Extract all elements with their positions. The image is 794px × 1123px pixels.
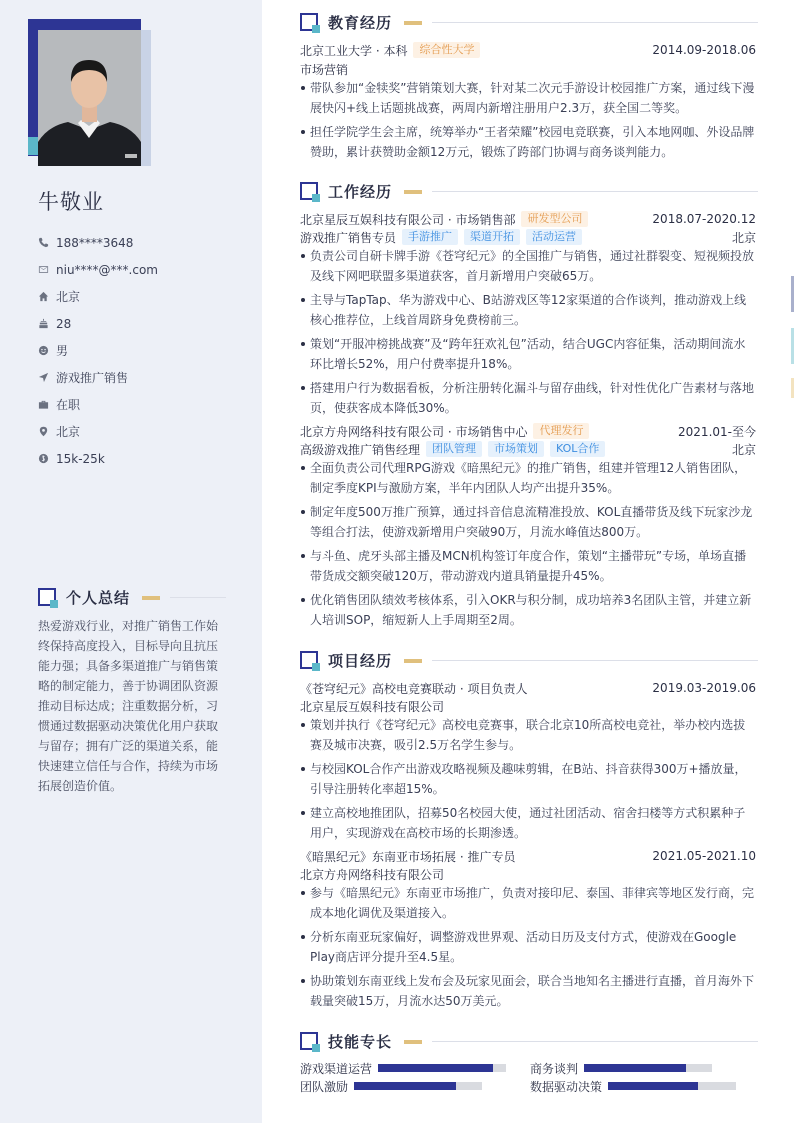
profile-photo: [38, 30, 141, 166]
work-title: 工作经历: [328, 183, 393, 201]
phone-icon: [38, 237, 56, 248]
skill-item: [530, 1060, 712, 1076]
job-1-company-tag: 研发型公司: [521, 211, 588, 227]
job-1-company-row: [300, 210, 756, 228]
project-1-name: 《苍穹纪元》高校电竞赛联动 · 项目负责人: [300, 681, 528, 696]
list-item: 策划“开服冲榜挑战赛”及“跨年狂欢礼包”活动，结合UGC内容征集，活动期间流水环比增长52%，用户付费率提升18%。: [300, 334, 756, 374]
gender-icon: [38, 345, 56, 356]
candidate-name: 牛敬业: [38, 190, 104, 214]
education-section-header: [300, 12, 758, 33]
job-1-bullets: [300, 246, 756, 422]
skills-section-header: [300, 1031, 758, 1052]
skill-name: 游戏渠道运营: [300, 1061, 373, 1076]
school-tag: 综合性大学: [413, 42, 480, 58]
summary-text: 热爱游戏行业，对推广销售工作始终保持高度投入，目标导向且抗压能力强；具备多渠道推广与销售策略的制定能力，善于协调团队资源推动目标达成；注重数据分析，习惯通过数据驱动决策优化用户获取与留存；拥有广泛的渠道关系，能快速建立信任与合作，持续为市场拓展创造价值。: [38, 619, 219, 793]
info-target-position: 游戏推广销售: [38, 364, 158, 391]
list-item: 负责公司自研卡牌手游《苍穹纪元》的全国推广与销售，通过社群裂变、短视频投放及线下网吧联盟多渠道获客，首月新增用户突破65万。: [300, 246, 756, 286]
list-item: 主导与TapTap、华为游戏中心、B站游戏区等12家渠道的合作谈判，推动游戏上线核心推荐位，上线首周跻身免费榜前三。: [300, 290, 756, 330]
section-square-icon: [38, 588, 58, 608]
summary-section-header: [38, 587, 226, 608]
skills-title: 技能专长: [328, 1033, 393, 1051]
project-1-row: [300, 679, 756, 697]
info-gender: 男: [38, 337, 158, 364]
location-pin-icon: [38, 426, 56, 437]
job-1-company: 北京星辰互娱科技有限公司 · 市场销售部: [300, 212, 516, 227]
job-1-tag: 手游推广: [402, 229, 458, 245]
skill-level-fill: [584, 1064, 686, 1072]
project-2-org: 北京方舟网络科技有限公司: [300, 867, 445, 882]
skill-name: 商务谈判: [530, 1061, 579, 1076]
job-2-company-tag: 代理发行: [533, 423, 589, 439]
list-item: 协助策划东南亚线上发布会及玩家见面会，联合当地知名主播进行直播，首月海外下载量突破15万，月流水达50万美元。: [300, 971, 756, 1011]
cake-icon: [38, 318, 56, 329]
list-item: 参与《暗黑纪元》东南亚市场推广，负责对接印尼、泰国、菲律宾等地区发行商，完成本地化调优及渠道接入。: [300, 883, 756, 923]
send-icon: [38, 372, 56, 383]
skill-level-bar: [584, 1064, 712, 1072]
skill-item: [300, 1060, 506, 1076]
info-age: 28: [38, 310, 158, 337]
skill-level-fill: [354, 1082, 456, 1090]
summary-title: 个人总结: [66, 589, 131, 607]
projects-title: 项目经历: [328, 652, 393, 670]
project-1-bullets: [300, 715, 756, 847]
job-1-position: 游戏推广销售专员: [300, 230, 397, 245]
job-2-position: 高级游戏推广销售经理: [300, 442, 421, 457]
project-1-org-row: [300, 697, 756, 715]
education-bullets: [300, 78, 756, 166]
skill-level-bar: [608, 1082, 736, 1090]
job-2-company-row: [300, 422, 756, 440]
projects-section-header: [300, 650, 758, 671]
info-phone: 188****3648: [38, 229, 158, 256]
project-2-org-row: [300, 865, 756, 883]
school-name: 北京工业大学 · 本科: [300, 43, 408, 58]
education-date: 2014.09-2018.06: [652, 43, 756, 57]
job-2-bullets: [300, 458, 756, 634]
job-2-city: 北京: [731, 442, 756, 457]
skill-level-bar: [354, 1082, 482, 1090]
work-section-header: [300, 181, 758, 202]
section-square-icon: [300, 1032, 320, 1052]
project-2-date: 2021.05-2021.10: [652, 849, 756, 863]
project-2-name: 《暗黑纪元》东南亚市场拓展 · 推广专员: [300, 849, 516, 864]
list-item: 搭建用户行为数据看板，分析注册转化漏斗与留存曲线，针对性优化广告素材与落地页，使获客成本降低30%。: [300, 378, 756, 418]
sidebar: [0, 0, 262, 1123]
job-2-company: 北京方舟网络科技有限公司 · 市场销售中心: [300, 424, 528, 439]
education-title: 教育经历: [328, 14, 393, 32]
skill-level-fill: [378, 1064, 493, 1072]
email-icon: [38, 264, 56, 275]
list-item: 与斗鱼、虎牙头部主播及MCN机构签订年度合作，策划“主播带玩”专场，单场直播带货成交额突破120万，带动游戏内道具销量提升45%。: [300, 546, 756, 586]
salary-icon: [38, 453, 56, 464]
info-email: niu****@***.com: [38, 256, 158, 283]
section-square-icon: [300, 182, 320, 202]
project-2-row: [300, 847, 756, 865]
job-2-tag: KOL合作: [550, 441, 605, 457]
job-2-tag: 市场策划: [488, 441, 544, 457]
skill-level-bar: [378, 1064, 506, 1072]
home-icon: [38, 291, 56, 302]
education-row: [300, 41, 756, 59]
major: 市场营销: [300, 62, 349, 77]
education-major-row: [300, 60, 756, 78]
job-1-city: 北京: [731, 230, 756, 245]
skill-item: [530, 1078, 736, 1094]
list-item: 建立高校地推团队，招募50名校园大使，通过社团活动、宿舍扫楼等方式积累种子用户，实现游戏在高校市场的长期渗透。: [300, 803, 756, 843]
skill-level-fill: [608, 1082, 698, 1090]
list-item: 制定年度500万推广预算，通过抖音信息流精准投放、KOL直播带货及线下玩家沙龙等组合打法，使游戏新增用户突破90万，月流水峰值达800万。: [300, 502, 756, 542]
project-1-date: 2019.03-2019.06: [652, 681, 756, 695]
job-2-position-row: [300, 440, 756, 458]
project-2-bullets: [300, 883, 756, 1015]
info-home: 北京: [38, 283, 158, 310]
job-1-tag: 活动运营: [526, 229, 582, 245]
contact-info-list: [38, 229, 158, 472]
list-item: 担任学院学生会主席，统筹举办“王者荣耀”校园电竞联赛，引入本地网咖、外设品牌赞助，累计获赞助金额12万元，锻炼了跨部门协调与商务谈判能力。: [300, 122, 756, 162]
list-item: 与校园KOL合作产出游戏攻略视频及趣味剪辑，在B站、抖音获得300万+播放量，引导注册转化率超15%。: [300, 759, 756, 799]
list-item: 全面负责公司代理RPG游戏《暗黑纪元》的推广销售，组建并管理12人销售团队，制定季度KPI与激励方案，半年内团队人均产出提升35%。: [300, 458, 756, 498]
list-item: 策划并执行《苍穹纪元》高校电竞赛事，联合北京10所高校电竞社，举办校内选拔赛及城市决赛，吸引2.5万名学生参与。: [300, 715, 756, 755]
job-2-tag: 团队管理: [426, 441, 482, 457]
section-square-icon: [300, 13, 320, 33]
list-item: 优化销售团队绩效考核体系，引入OKR与积分制，成功培养3名团队主管，并建立新人培训SOP，缩短新人上手周期至2周。: [300, 590, 756, 630]
skill-name: 数据驱动决策: [530, 1079, 603, 1094]
profile-photo-frame: [28, 19, 152, 166]
info-status: 在职: [38, 391, 158, 418]
skill-name: 团队激励: [300, 1079, 349, 1094]
section-square-icon: [300, 651, 320, 671]
job-1-position-row: [300, 228, 756, 246]
list-item: 分析东南亚玩家偏好，调整游戏世界观、活动日历及支付方式，使游戏在Google Play商店评分提升至4.5星。: [300, 927, 756, 967]
skill-item: [300, 1078, 482, 1094]
briefcase-icon: [38, 399, 56, 410]
info-salary: 15k-25k: [38, 445, 158, 472]
job-1-date: 2018.07-2020.12: [652, 212, 756, 226]
info-location: 北京: [38, 418, 158, 445]
job-1-tag: 渠道开拓: [464, 229, 520, 245]
list-item: 带队参加“金犊奖”营销策划大赛，针对某二次元手游设计校园推广方案，通过线下漫展快闪+线上话题挑战赛，两周内新增注册用户2.3万，获全国二等奖。: [300, 78, 756, 118]
job-2-date: 2021.01-至今: [678, 424, 756, 439]
project-1-org: 北京星辰互娱科技有限公司: [300, 699, 445, 714]
